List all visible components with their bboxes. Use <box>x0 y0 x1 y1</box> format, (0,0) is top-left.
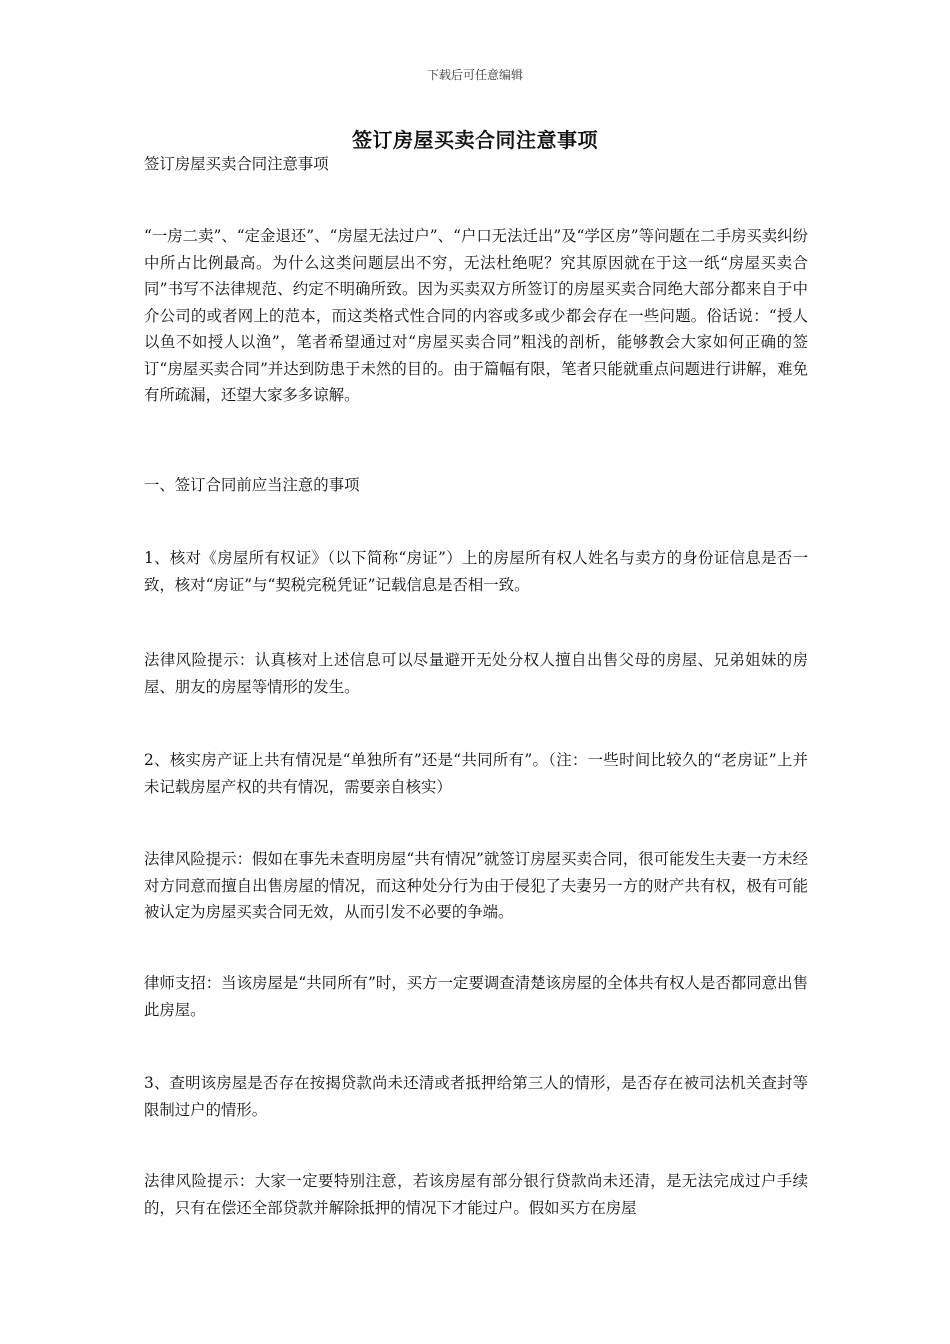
header-note: 下载后可任意编辑 <box>426 68 523 82</box>
risk-2-paragraph: 法律风险提示：假如在事先未查明房屋“共有情况”就签订房屋买卖合同，很可能发生夫妻一方未经对方同意而擅自出售房屋的情况，而这种处分行为由于侵犯了夫妻另一方的财产共有权，极有可能被认定为房屋买卖合同无效，从而引发不必要的争端。 <box>144 850 808 921</box>
item-2-paragraph: 2、核实房产证上共有情况是“单独所有”还是“共同所有”。（注：一些时间比较久的“老房证”上并未记载房屋产权的共有情况，需要亲自核实） <box>144 751 808 796</box>
intro-paragraph: “一房二卖”、“定金退还”、“房屋无法过户”、“户口无法迁出”及“学区房”等问题在二手房买卖纠纷中所占比例最高。为什么这类问题层出不穷，无法杜绝呢？究其原因就在于这一纸“房屋买卖合同”书写不法律规范、约定不明确所致。因为买卖双方所签订的房屋买卖合同绝大部分都来自于中介公司的或者网上的范本，而这类格式性合同的内容或多或少都会存在一些问题。俗话说：“授人以鱼不如授人以渔”，笔者希望通过对“房屋买卖合同”粗浅的剖析，能够教会大家如何正确的签订“房屋买卖合同”并达到防患于未然的目的。由于篇幅有限，笔者只能就重点问题进行讲解，难免有所疏漏，还望大家多多谅解。 <box>144 227 808 404</box>
item-1-paragraph: 1、核对《房屋所有权证》（以下简称“房证”）上的房屋所有权人姓名与卖方的身份证信息是否一致，核对“房证”与“契税完税凭证”记载信息是否相一致。 <box>144 549 808 594</box>
document-title: 签订房屋买卖合同注意事项 <box>352 128 598 152</box>
document-subtitle: 签订房屋买卖合同注意事项 <box>144 155 329 173</box>
item-3-paragraph: 3、查明该房屋是否存在按揭贷款尚未还清或者抵押给第三人的情形，是否存在被司法机关查封等限制过户的情形。 <box>144 1074 808 1119</box>
lawyer-tip-paragraph: 律师支招：当该房屋是“共同所有”时，买方一定要调查清楚该房屋的全体共有权人是否都同意出售此房屋。 <box>144 974 808 1019</box>
section-heading: 一、签订合同前应当注意的事项 <box>144 476 360 494</box>
risk-3-paragraph: 法律风险提示：大家一定要特别注意，若该房屋有部分银行贷款尚未还清，是无法完成过户手续的，只有在偿还全部贷款并解除抵押的情况下才能过户。假如买方在房屋 <box>144 1172 808 1217</box>
risk-1-paragraph: 法律风险提示：认真核对上述信息可以尽量避开无处分权人擅自出售父母的房屋、兄弟姐妹的房屋、朋友的房屋等情形的发生。 <box>144 651 808 696</box>
